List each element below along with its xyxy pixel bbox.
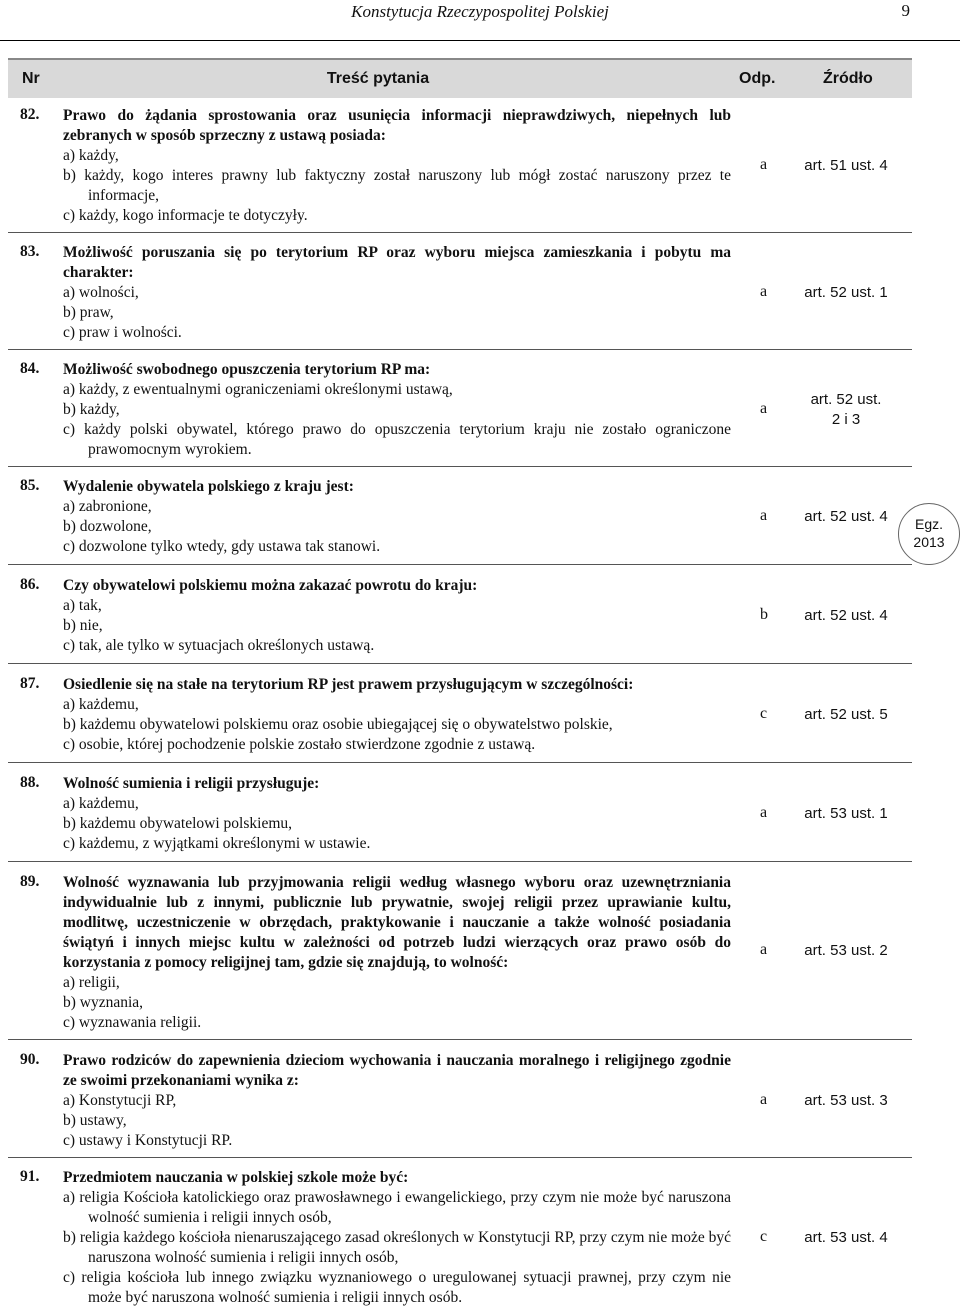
question-number: 83. bbox=[20, 243, 40, 260]
option-a: a) każdemu, bbox=[63, 795, 139, 812]
question-row-82 bbox=[8, 106, 912, 233]
answer: a bbox=[760, 400, 768, 417]
option-a: a) religii, bbox=[63, 974, 120, 991]
option-b: b) każdy, bbox=[63, 401, 120, 418]
question-number: 88. bbox=[20, 774, 40, 791]
option-b: b) wyznania, bbox=[63, 994, 144, 1011]
option-c: c) religia kościoła lub innego związku wyznaniowego o uregulowanej sytuacji prawnej, przy czym nie może być naruszona wolność sumienia i religii innych osób. bbox=[63, 1269, 731, 1306]
column-header-source: Źródło bbox=[823, 70, 873, 87]
header-rule bbox=[0, 40, 960, 41]
question-body bbox=[63, 774, 731, 854]
question-text: Przedmiotem nauczania w polskiej szkole może być: bbox=[63, 1169, 409, 1186]
question-row-84 bbox=[8, 360, 912, 467]
option-b: b) nie, bbox=[63, 617, 103, 634]
option-b: b) dozwolone, bbox=[63, 518, 152, 535]
answer: a bbox=[760, 507, 768, 524]
question-text: Osiedlenie się na stałe na terytorium RP jest prawem przysługującym w szczególności: bbox=[63, 676, 634, 693]
running-title: Konstytucja Rzeczypospolitej Polskiej bbox=[351, 2, 609, 21]
question-row-87 bbox=[8, 675, 912, 763]
question-row-83 bbox=[8, 243, 912, 350]
question-number: 86. bbox=[20, 576, 40, 593]
source: art. 53 ust. 3 bbox=[804, 1092, 888, 1109]
option-a: a) religia Kościoła katolickiego oraz prawosławnego i ewangelickiego, przy czym nie może być naruszona wolność sumienia i religii innych osób, bbox=[63, 1189, 731, 1226]
option-c: c) wyznawania religii. bbox=[63, 1014, 202, 1031]
answer: b bbox=[760, 606, 768, 623]
source: art. 52 ust. 4 bbox=[804, 508, 888, 525]
option-a: a) każdy, bbox=[63, 147, 119, 164]
option-b: b) każdy, kogo interes prawny lub faktyczny został naruszony lub mógł zostać naruszony przez te informacje, bbox=[63, 167, 731, 204]
answer: a bbox=[760, 804, 768, 821]
option-c: c) osobie, której pochodzenie polskie zostało stwierdzone zgodnie z ustawą. bbox=[63, 736, 536, 753]
question-number: 89. bbox=[20, 873, 40, 890]
answer: c bbox=[760, 705, 768, 722]
source: art. 52 ust. 1 bbox=[804, 284, 888, 301]
question-row-85 bbox=[8, 477, 912, 565]
page-number: 9 bbox=[901, 1, 910, 20]
column-header-question: Treść pytania bbox=[326, 70, 430, 87]
question-row-86 bbox=[8, 576, 912, 664]
answer: a bbox=[760, 1091, 768, 1108]
question-row-91 bbox=[8, 1168, 912, 1314]
question-body bbox=[63, 1168, 731, 1308]
question-body bbox=[63, 477, 731, 557]
source: art. 52 ust. 5 bbox=[804, 706, 888, 723]
exam-badge bbox=[898, 503, 960, 565]
option-b: b) każdemu obywatelowi polskiemu oraz osobie ubiegającej się o obywatelstwo polskie, bbox=[63, 716, 613, 733]
exam-badge-year: 2013 bbox=[913, 534, 945, 550]
option-b: b) ustawy, bbox=[63, 1112, 127, 1129]
answer: c bbox=[760, 1228, 768, 1245]
question-number: 90. bbox=[20, 1051, 40, 1068]
question-body bbox=[63, 106, 731, 226]
question-number: 91. bbox=[20, 1168, 40, 1185]
option-a: a) Konstytucji RP, bbox=[63, 1092, 177, 1109]
option-c: c) każdemu, z wyjątkami określonymi w ustawie. bbox=[63, 835, 371, 852]
option-c: c) dozwolone tylko wtedy, gdy ustawa tak stanowi. bbox=[63, 538, 381, 555]
question-body bbox=[63, 873, 731, 1033]
option-a: a) wolności, bbox=[63, 284, 139, 301]
question-body bbox=[63, 1051, 731, 1151]
question-body bbox=[63, 360, 731, 460]
source: art. 53 ust. 2 bbox=[804, 942, 888, 959]
source: art. 52 ust. 2 i 3 bbox=[810, 391, 882, 428]
answer: a bbox=[760, 156, 768, 173]
option-c: c) ustawy i Konstytucji RP. bbox=[63, 1132, 233, 1149]
question-body bbox=[63, 243, 731, 343]
source: art. 51 ust. 4 bbox=[804, 157, 888, 174]
source: art. 53 ust. 4 bbox=[804, 1229, 888, 1246]
question-row-90 bbox=[8, 1051, 912, 1158]
question-text: Wolność sumienia i religii przysługuje: bbox=[63, 775, 320, 792]
question-text: Wydalenie obywatela polskiego z kraju jest: bbox=[63, 478, 354, 495]
question-text: Prawo rodziców do zapewnienia dzieciom wychowania i nauczania moralnego i religijnego zgodnie ze swoimi przekonaniami wynika z: bbox=[63, 1052, 731, 1089]
question-row-88 bbox=[8, 774, 912, 862]
exam-badge-label: Egz. bbox=[914, 516, 943, 532]
question-number: 82. bbox=[20, 106, 40, 123]
option-b: b) religia każdego kościoła nienaruszającego zasad określonych w Konstytucji RP, przy czym nie może być naruszona wolność sumienia i religii innych osób, bbox=[63, 1229, 731, 1266]
table-header bbox=[8, 58, 912, 98]
option-a: a) każdy, z ewentualnymi ograniczeniami określonymi ustawą, bbox=[63, 381, 453, 398]
question-text: Prawo do żądania sprostowania oraz usunięcia informacji nieprawdziwych, niepełnych lub zebranych w sposób sprzeczny z ustawą posiada: bbox=[63, 107, 731, 144]
question-number: 87. bbox=[20, 675, 40, 692]
question-text: Wolność wyznawania lub przyjmowania religii według własnego wyboru oraz uzewnętrzniania indywidualnie lub z innymi, publicznie lub prywatnie, swojej religii przez uprawianie kultu, modlitwę, uczestniczenie w obrzędach, praktykowanie i nauczanie a także wolność posiadania świątyń i innych miejsc kultu w zależności od potrzeb ludzi wierzących oraz prawo osób do korzystania z pomocy religijnej tam, gdzie się znajdują, to wolność: bbox=[63, 874, 731, 971]
question-number: 84. bbox=[20, 360, 40, 377]
option-c: c) praw i wolności. bbox=[63, 324, 182, 341]
option-b: b) praw, bbox=[63, 304, 114, 321]
option-c: c) tak, ale tylko w sytuacjach określonych ustawą. bbox=[63, 637, 375, 654]
answer: a bbox=[760, 941, 768, 958]
question-text: Możliwość swobodnego opuszczenia terytorium RP ma: bbox=[63, 361, 431, 378]
option-c: c) każdy polski obywatel, którego prawo do opuszczenia terytorium kraju nie zostało ograniczone prawomocnym wyrokiem. bbox=[63, 421, 731, 458]
answer: a bbox=[760, 283, 768, 300]
option-a: a) zabronione, bbox=[63, 498, 152, 515]
option-b: b) każdemu obywatelowi polskiemu, bbox=[63, 815, 293, 832]
option-a: a) tak, bbox=[63, 597, 102, 614]
question-text: Czy obywatelowi polskiemu można zakazać powrotu do kraju: bbox=[63, 577, 478, 594]
question-text: Możliwość poruszania się po terytorium RP oraz wyboru miejsca zamieszkania i pobytu ma charakter: bbox=[63, 244, 731, 281]
source: art. 52 ust. 4 bbox=[804, 607, 888, 624]
page-header bbox=[0, 0, 960, 24]
column-header-answer: Odp. bbox=[739, 70, 776, 87]
column-header-nr: Nr bbox=[22, 70, 40, 87]
option-c: c) każdy, kogo informacje te dotyczyły. bbox=[63, 207, 308, 224]
question-number: 85. bbox=[20, 477, 40, 494]
source: art. 53 ust. 1 bbox=[804, 805, 888, 822]
question-body bbox=[63, 675, 731, 755]
question-body bbox=[63, 576, 731, 656]
question-row-89 bbox=[8, 873, 912, 1040]
option-a: a) każdemu, bbox=[63, 696, 139, 713]
